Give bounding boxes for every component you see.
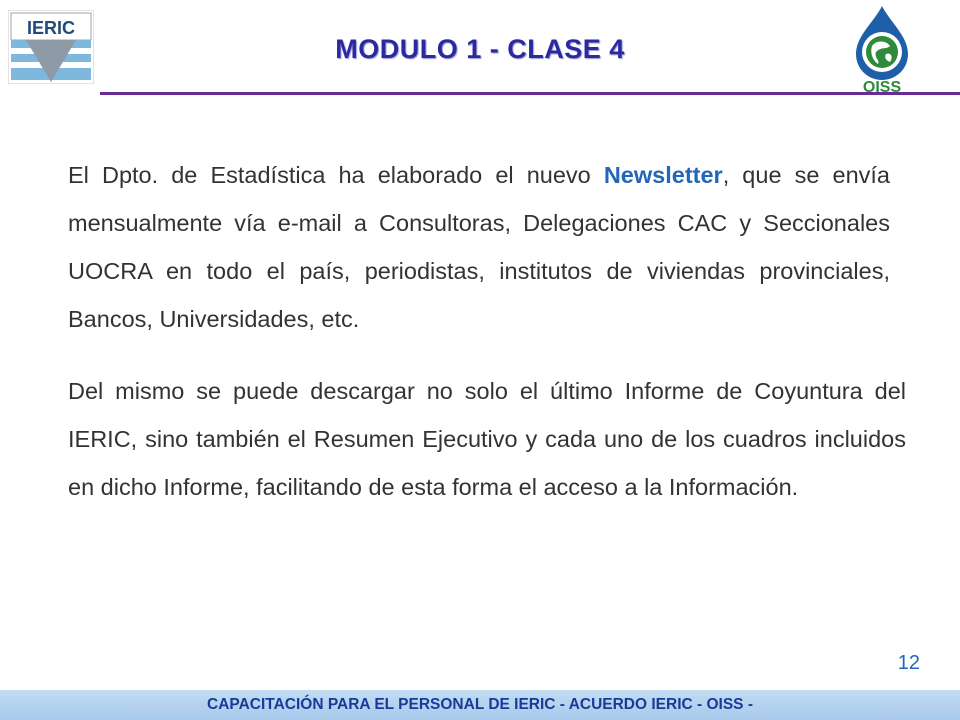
slide-body <box>68 151 906 511</box>
title-divider <box>100 92 960 95</box>
page-number: 12 <box>897 652 920 674</box>
paragraph-newsletter <box>68 151 890 343</box>
paragraph1-lead: El Dpto. de Estadística ha elaborado el nuevo <box>68 162 604 188</box>
paragraph1-rest: , que se envía mensualmente vía e-mail a Consultoras, Delegaciones CAC y Seccionales UOCRA en todo el país, periodistas, institutos de viviendas provinciales, Bancos, Universidades, etc. <box>68 162 890 332</box>
oiss-logo-text: OISS <box>862 79 902 94</box>
paragraph-download: Del mismo se puede descargar no solo el último Informe de Coyuntura del IERIC, sino también el Resumen Ejecutivo y cada uno de los cuadros incluidos en dicho Informe, facilitando de esta forma el acceso a la Información. <box>68 378 906 500</box>
slide-title: MODULO 1 - CLASE 4 <box>335 34 625 64</box>
footer-bar <box>0 690 960 720</box>
footer-text: CAPACITACIÓN PARA EL PERSONAL DE IERIC - ACUERDO IERIC - OISS - <box>207 696 753 713</box>
ieric-logo-text: IERIC <box>26 18 76 38</box>
newsletter-highlight: Newsletter <box>603 162 723 188</box>
